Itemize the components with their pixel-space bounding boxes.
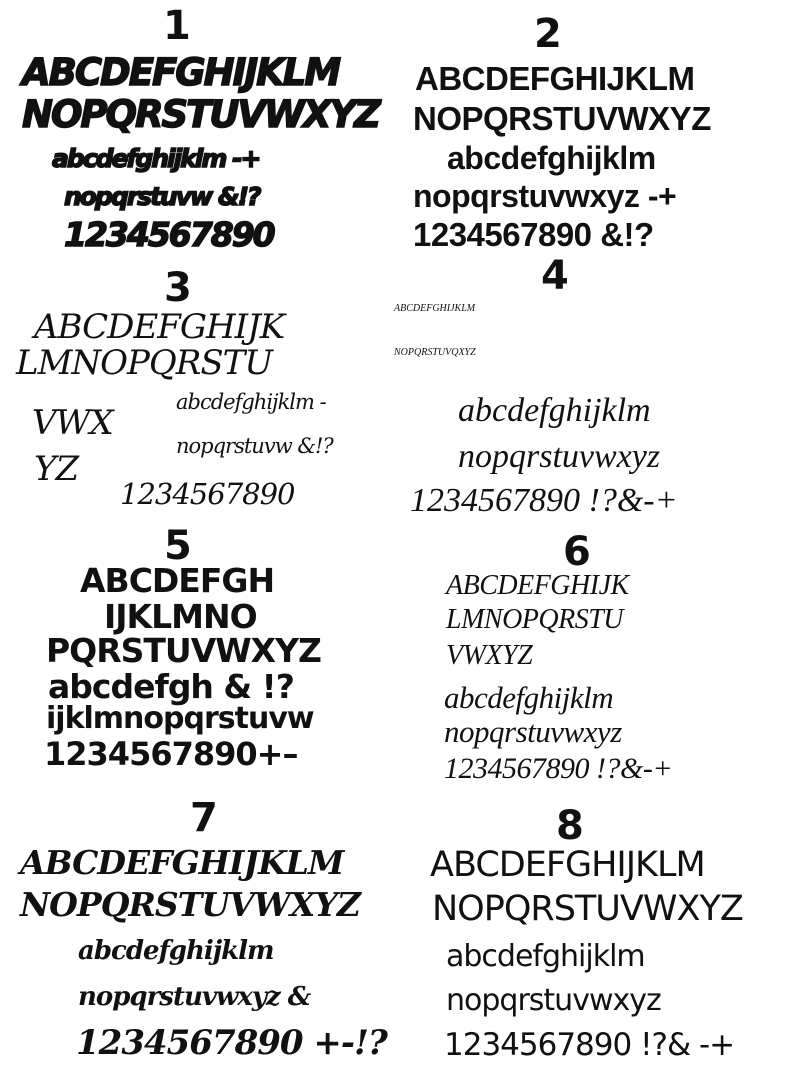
uppercase-line-3: PQRSTUVWXYZ — [46, 631, 321, 670]
lowercase-line-1: abcdefgh & !? — [48, 667, 294, 706]
font-number: 2 — [534, 11, 562, 57]
digits-line: 1234567890 +-!? — [76, 1023, 387, 1063]
uppercase-line-3: VWX — [32, 403, 113, 443]
digits-line: 1234567890 !?& -+ — [444, 1027, 735, 1063]
uppercase-line-2: NOPQRSTUVWXYZ — [413, 100, 711, 137]
lowercase-line-1: abcdefghijklm — [446, 939, 645, 974]
font-number: 4 — [541, 253, 569, 299]
uppercase-line-2: LMNOPQRSTU — [16, 343, 272, 383]
uppercase-line-3: VWXYZ — [446, 640, 533, 671]
digits-line: 1234567890 !?&-+ — [444, 752, 673, 785]
uppercase-line-2: NOPQRSTUVQXYZ — [394, 347, 476, 358]
lowercase-line-2: nopqrstuvwxyz — [458, 438, 661, 475]
lowercase-line-1: abcdefghijklm - — [176, 390, 326, 414]
font-number: 6 — [563, 529, 591, 575]
digits-line: 1234567890 — [64, 215, 274, 254]
uppercase-line-1: ABCDEFGHIJKLM — [22, 51, 340, 94]
font-number: 5 — [164, 523, 192, 569]
lowercase-line-1: abcdefghijklm — [458, 392, 651, 429]
uppercase-line-2: NOPQRSTUVWXYZ — [22, 93, 380, 136]
lowercase-line-2: ijklmnopqrstuvw — [46, 701, 314, 736]
lowercase-line-2: nopqrstuvwxyz — [444, 714, 622, 749]
uppercase-line-2: LMNOPQRSTU — [446, 604, 624, 635]
lowercase-line-1: abcdefghijklm — [447, 140, 656, 176]
lowercase-line-1: abcdefghijklm — [444, 680, 614, 715]
digits-line: 1234567890 &!? — [413, 216, 654, 253]
uppercase-line-1: ABCDEFGHIJK — [446, 570, 629, 601]
uppercase-line-2: NOPQRSTUVWXYZ — [432, 889, 743, 929]
uppercase-line-1: ABCDEFGHIJKLM — [394, 303, 476, 314]
uppercase-line-1: ABCDEFGHIJK — [34, 307, 285, 347]
font-number: 7 — [190, 795, 218, 841]
digits-line: 1234567890 !?&-+ — [410, 482, 678, 519]
uppercase-line-4: YZ — [34, 449, 79, 489]
uppercase-line-1: ABCDEFGH — [80, 561, 275, 600]
uppercase-line-1: ABCDEFGHIJKLM — [415, 60, 695, 97]
lowercase-line-2: nopqrstuvwxyz — [446, 983, 661, 1018]
uppercase-line-2: NOPQRSTUVWXYZ — [20, 885, 360, 924]
font-number: 3 — [164, 265, 192, 311]
uppercase-line-1: ABCDEFGHIJKLM — [430, 845, 705, 885]
font-number: 1 — [163, 3, 191, 49]
lowercase-line-1: abcdefghijklm -+ — [52, 144, 260, 173]
font-number: 8 — [556, 803, 584, 849]
lowercase-line-2: nopqrstuvwxyz & — [78, 982, 311, 1012]
uppercase-line-1: ABCDEFGHIJKLM — [20, 843, 344, 882]
digits-line: 1234567890+– — [44, 735, 298, 773]
lowercase-line-2: nopqrstuvwxyz -+ — [413, 178, 677, 214]
uppercase-line-2: IJKLMNO — [104, 597, 257, 636]
digits-line: 1234567890 — [120, 477, 295, 511]
lowercase-line-2: nopqrstuvw &!? — [176, 434, 333, 458]
lowercase-line-2: nopqrstuvw &!? — [64, 182, 260, 211]
lowercase-line-1: abcdefghijklm — [78, 936, 274, 966]
